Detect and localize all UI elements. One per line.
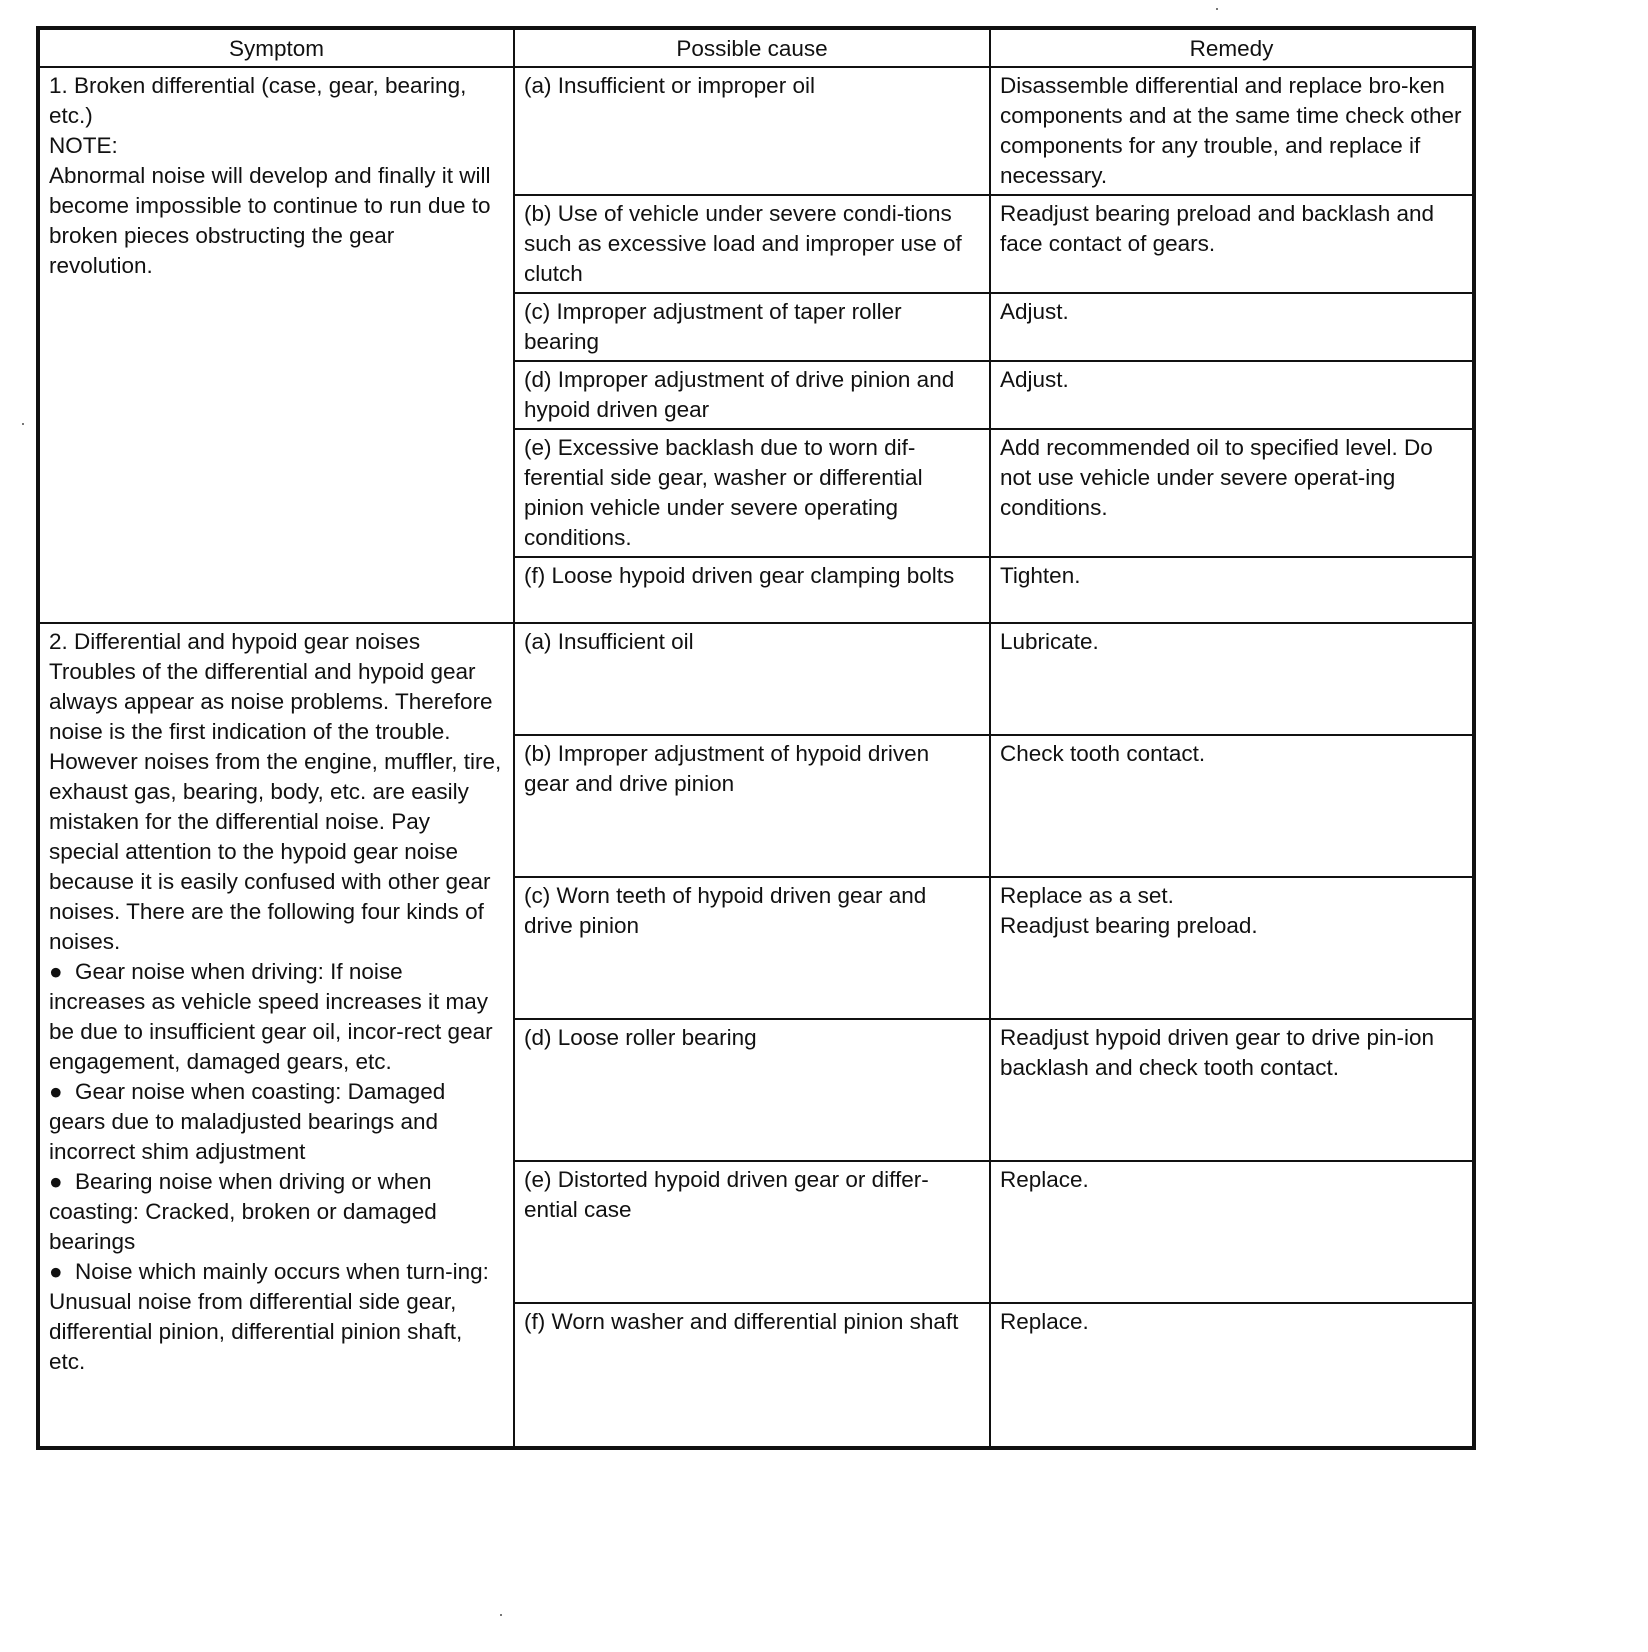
table-row: [38, 67, 1474, 195]
bullet-dot-icon: ●: [49, 959, 63, 984]
symptom-title: 2. Differential and hypoid gear noises: [49, 629, 421, 654]
troubleshooting-table: [36, 26, 1476, 1450]
cause-cell: (b) Improper adjustment of hypoid driven gear and drive pinion: [514, 735, 990, 877]
scan-speck: [1216, 8, 1218, 10]
bullet-dot-icon: ●: [49, 1079, 63, 1104]
remedy-cell: Adjust.: [990, 293, 1474, 361]
cause-cell: (f) Worn washer and differential pinion shaft: [514, 1303, 990, 1448]
note-label: NOTE:: [49, 133, 118, 158]
bullet-text: Bearing noise when driving or when coasting: Cracked, broken or damaged bearings: [49, 1169, 437, 1254]
scan-speck: [22, 423, 24, 425]
scan-speck: [500, 1614, 502, 1616]
remedy-cell: Disassemble differential and replace bro-ken components and at the same time check other components for any trouble, and replace if necessary.: [990, 67, 1474, 195]
symptom-cell-gear-noises: [38, 623, 514, 1448]
symptom-cell-broken-differential: [38, 67, 514, 623]
bullet-item: [49, 1167, 504, 1257]
cause-cell: (c) Improper adjustment of taper roller bearing: [514, 293, 990, 361]
bullet-text: Noise which mainly occurs when turn-ing: Unusual noise from differential side gear, differential pinion, differential pinion shaft, etc.: [49, 1259, 489, 1374]
header-symptom: Symptom: [38, 28, 514, 67]
bullet-text: Gear noise when coasting: Damaged gears due to maladjusted bearings and incorrect shim adjustment: [49, 1079, 446, 1164]
cause-cell: (f) Loose hypoid driven gear clamping bolts: [514, 557, 990, 623]
cause-cell: (c) Worn teeth of hypoid driven gear and drive pinion: [514, 877, 990, 1019]
remedy-cell: Tighten.: [990, 557, 1474, 623]
bullet-dot-icon: ●: [49, 1169, 63, 1194]
remedy-cell: Add recommended oil to specified level. Do not use vehicle under severe operat-ing conditions.: [990, 429, 1474, 557]
remedy-cell: Readjust bearing preload and backlash and face contact of gears.: [990, 195, 1474, 293]
cause-cell: (d) Loose roller bearing: [514, 1019, 990, 1161]
remedy-cell: Replace.: [990, 1303, 1474, 1448]
bullet-item: [49, 1257, 504, 1377]
header-possible-cause: Possible cause: [514, 28, 990, 67]
remedy-cell: Lubricate.: [990, 623, 1474, 735]
cause-cell: (b) Use of vehicle under severe condi-tions such as excessive load and improper use of clutch: [514, 195, 990, 293]
header-row: [38, 28, 1474, 67]
remedy-cell: Check tooth contact.: [990, 735, 1474, 877]
bullet-item: [49, 1077, 504, 1167]
bullet-text: Gear noise when driving: If noise increases as vehicle speed increases it may be due to insufficient gear oil, incor-rect gear engagement, damaged gears, etc.: [49, 959, 493, 1074]
table-row: [38, 623, 1474, 735]
remedy-cell: Replace.: [990, 1161, 1474, 1303]
cause-cell: (d) Improper adjustment of drive pinion and hypoid driven gear: [514, 361, 990, 429]
remedy-cell: [990, 877, 1474, 1019]
symptom-title: 1. Broken differential (case, gear, bearing, etc.): [49, 73, 467, 128]
header-remedy: Remedy: [990, 28, 1474, 67]
cause-cell: (e) Excessive backlash due to worn dif-ferential side gear, washer or differential pinion vehicle under severe operating conditions.: [514, 429, 990, 557]
note-text: Abnormal noise will develop and finally it will become impossible to continue to run due to broken pieces obstructing the gear revolution.: [49, 163, 491, 278]
remedy-cell: Readjust hypoid driven gear to drive pin-ion backlash and check tooth contact.: [990, 1019, 1474, 1161]
remedy-cell: Adjust.: [990, 361, 1474, 429]
symptom-intro: Troubles of the differential and hypoid gear always appear as noise problems. Therefore noise is the first indication of the trouble. However noises from the engine, muffler, tire, exhaust gas, bearing, body, etc. are easily mistaken for the differential noise. Pay special attention to the hypoid gear noise because it is easily confused with other gear noises. There are the following four kinds of noises.: [49, 659, 502, 954]
remedy-line: Readjust bearing preload.: [1000, 913, 1258, 938]
remedy-line: Replace as a set.: [1000, 883, 1174, 908]
cause-cell: (a) Insufficient or improper oil: [514, 67, 990, 195]
bullet-dot-icon: ●: [49, 1259, 63, 1284]
cause-cell: (a) Insufficient oil: [514, 623, 990, 735]
cause-cell: (e) Distorted hypoid driven gear or differ-ential case: [514, 1161, 990, 1303]
bullet-item: [49, 957, 504, 1077]
